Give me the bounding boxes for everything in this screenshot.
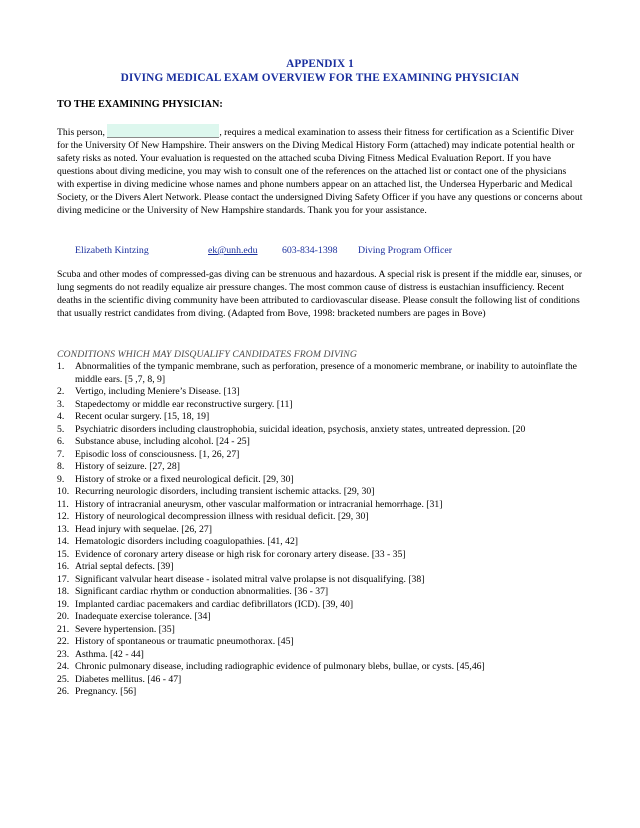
- condition-item: [57, 561, 602, 574]
- condition-text: Significant cardiac rhythm or conduction abnormalities. [36 - 37]: [75, 586, 329, 597]
- condition-text: History of spontaneous or traumatic pneumothorax. [45]: [75, 636, 294, 647]
- condition-number: 16.: [57, 561, 70, 572]
- condition-item: [57, 536, 602, 549]
- condition-item: [57, 361, 602, 386]
- contact-role: Diving Program Officer: [358, 245, 452, 256]
- condition-number: 13.: [57, 523, 70, 535]
- condition-number: 8.: [57, 461, 65, 472]
- condition-number: 10.: [57, 486, 70, 497]
- condition-number: 22.: [57, 636, 70, 647]
- condition-text: Implanted cardiac pacemakers and cardiac defibrillators (ICD). [39, 40]: [75, 598, 354, 610]
- condition-item: [57, 461, 602, 474]
- condition-text: History of neurological decompression illness with residual deficit. [29, 30]: [75, 511, 369, 522]
- condition-number: 2.: [57, 386, 65, 397]
- condition-text: Significant valvular heart disease - isolated mitral valve prolapse is not disqualifying. [38]: [75, 573, 425, 585]
- condition-number: 11.: [57, 498, 69, 510]
- condition-text: History of intracranial aneurysm, other vascular malformation or intracranial hemorrhage. [31]: [75, 498, 443, 510]
- condition-number: 12.: [57, 511, 70, 522]
- condition-item: [57, 624, 602, 637]
- condition-text: Diabetes mellitus. [46 - 47]: [75, 673, 182, 685]
- condition-item: [57, 599, 602, 612]
- condition-item: [57, 511, 602, 524]
- condition-number: 25.: [57, 673, 70, 685]
- condition-text: Episodic loss of consciousness. [1, 26, 27]: [75, 448, 240, 460]
- condition-item: [57, 686, 602, 699]
- appendix-title: APPENDIX 1: [286, 58, 354, 70]
- condition-text: Severe hypertension. [35]: [75, 623, 175, 635]
- condition-text: Atrial septal defects. [39]: [75, 561, 174, 572]
- condition-text: Asthma. [42 - 44]: [75, 648, 144, 660]
- risk-paragraph: Scuba and other modes of compressed-gas diving can be strenuous and hazardous. A special risk is present if the middle ear, sinuses, or lung segments do not readily equalize air pressure changes. The most common cause of distress is eustachian insufficiency. Recent deaths in the scientific diving community have been attributed to cardiovascular disease. Please consult the following list of conditions that usually restrict candidates from diving. (Adapted from Bove, 1998: bracketed numbers are pages in Bove): [57, 269, 583, 319]
- condition-number: 3.: [57, 398, 65, 410]
- condition-number: 7.: [57, 448, 65, 460]
- condition-text: Stapedectomy or middle ear reconstructive surgery. [11]: [75, 398, 293, 410]
- condition-item: [57, 586, 602, 599]
- contact-name: Elizabeth Kintzing: [75, 245, 149, 256]
- person-name-field[interactable]: [107, 124, 219, 138]
- salutation-heading: TO THE EXAMINING PHYSICIAN:: [57, 99, 223, 110]
- condition-text: Substance abuse, including alcohol. [24 - 25]: [75, 436, 250, 447]
- condition-item: [57, 411, 602, 424]
- condition-text: History of seizure. [27, 28]: [75, 461, 180, 472]
- condition-number: 5.: [57, 423, 65, 435]
- condition-item: [57, 449, 602, 462]
- condition-item: [57, 386, 602, 399]
- condition-number: 4.: [57, 411, 65, 422]
- condition-text: Chronic pulmonary disease, including radiographic evidence of pulmonary blebs, bullae, or cysts. [45,46]: [75, 661, 485, 672]
- condition-number: 15.: [57, 548, 70, 560]
- condition-item: [57, 486, 602, 499]
- condition-item: [57, 436, 602, 449]
- condition-number: 6.: [57, 436, 65, 447]
- condition-text: Hematologic disorders including coagulopathies. [41, 42]: [75, 536, 299, 547]
- conditions-heading: CONDITIONS WHICH MAY DISQUALIFY CANDIDATES FROM DIVING: [57, 349, 357, 360]
- condition-text: Recent ocular surgery. [15, 18, 19]: [75, 411, 210, 422]
- condition-item: [57, 661, 602, 674]
- condition-item: [57, 424, 602, 437]
- condition-item: [57, 524, 602, 537]
- intro-text-rest: , requires a medical examination to assess their fitness for certification as a Scientific Diver for the University Of New Hampshire. Their answers on the Diving Medical History Form (attached) may indicate potential health or safety risks as noted. Your evaluation is requested on the attached scuba Diving Fitness Medical Evaluation Report. If you have questions about diving medicine, you may wish to consult one of the references on the attached list or contact one of the physicians with expertise in diving medicine whose names and phone numbers appear on an attached list, the Undersea Hyperbaric and Medical Society, or the Divers Alert Network. Please contact the undersigned Diving Safety Officer if you have any questions or concerns about diving medicine or the University of New Hampshire standards. Thank you for your assistance.: [57, 127, 583, 216]
- document-title: DIVING MEDICAL EXAM OVERVIEW FOR THE EXAMINING PHYSICIAN: [120, 72, 520, 84]
- condition-number: 9.: [57, 473, 65, 485]
- condition-number: 17.: [57, 573, 70, 585]
- contact-phone: 603-834-1398: [282, 245, 338, 256]
- condition-number: 26.: [57, 686, 70, 697]
- condition-item: [57, 474, 602, 487]
- condition-text: Vertigo, including Meniere’s Disease. [13]: [75, 386, 240, 397]
- condition-number: 18.: [57, 586, 70, 597]
- condition-item: [57, 611, 602, 624]
- condition-item: [57, 499, 602, 512]
- condition-text: Abnormalities of the tympanic membrane, such as perforation, presence of a monomeric membrane, or inability to autoinflate the middle ears. [5 ,7, 8, 9]: [75, 361, 577, 385]
- conditions-list: [57, 361, 602, 699]
- condition-number: 21.: [57, 623, 70, 635]
- condition-item: [57, 574, 602, 587]
- condition-text: Psychiatric disorders including claustrophobia, suicidal ideation, psychosis, anxiety states, untreated depression. [20: [75, 423, 526, 435]
- condition-text: History of stroke or a fixed neurological deficit. [29, 30]: [75, 473, 294, 485]
- condition-text: Evidence of coronary artery disease or high risk for coronary artery disease. [33 - 35]: [75, 548, 406, 560]
- condition-text: Recurring neurologic disorders, including transient ischemic attacks. [29, 30]: [75, 486, 375, 497]
- condition-item: [57, 399, 602, 412]
- condition-item: [57, 549, 602, 562]
- contact-email-link[interactable]: ek@unh.edu: [208, 245, 258, 256]
- condition-number: 20.: [57, 611, 70, 622]
- condition-number: 1.: [57, 361, 65, 372]
- condition-number: 19.: [57, 598, 70, 610]
- condition-item: [57, 674, 602, 687]
- condition-item: [57, 636, 602, 649]
- condition-number: 14.: [57, 536, 70, 547]
- condition-text: Head injury with sequelae. [26, 27]: [75, 523, 212, 535]
- intro-paragraph: [57, 124, 585, 217]
- condition-text: Pregnancy. [56]: [75, 686, 137, 697]
- condition-text: Inadequate exercise tolerance. [34]: [75, 611, 211, 622]
- condition-item: [57, 649, 602, 662]
- condition-number: 24.: [57, 661, 70, 672]
- condition-number: 23.: [57, 648, 70, 660]
- intro-text-start: This person,: [57, 127, 108, 138]
